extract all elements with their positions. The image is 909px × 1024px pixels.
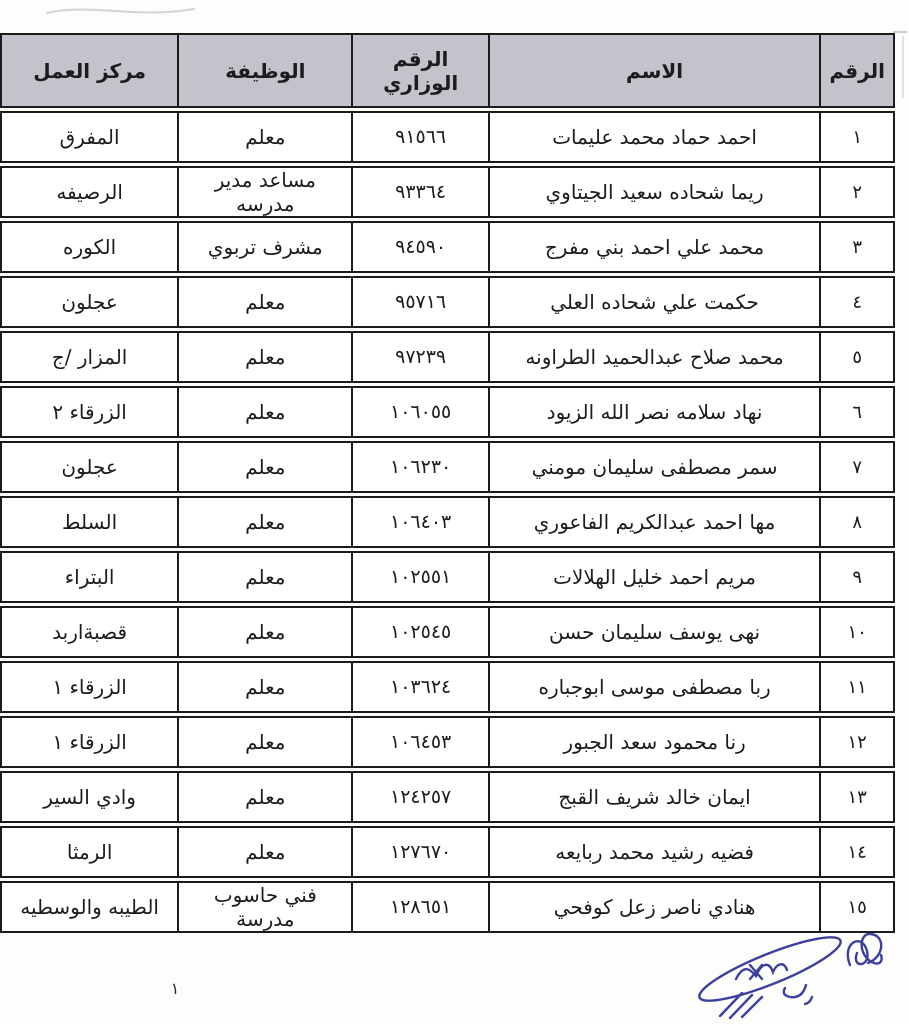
cell-ministry-number: ٩٥٧١٦: [353, 278, 489, 326]
scan-artifact-line: [42, 1, 202, 23]
cell-work-center: الزرقاء ١: [2, 718, 179, 766]
table-row: [0, 276, 895, 328]
scan-artifact-edge: [893, 31, 907, 33]
table-body: [0, 111, 895, 933]
cell-row-number: ١١: [847, 676, 867, 698]
cell-job: معلم: [179, 608, 353, 656]
page-number: ١: [170, 979, 180, 998]
cell-row-number: ١٠: [847, 621, 867, 643]
staff-table: [0, 33, 895, 936]
cell-ministry-number: ١٠٢٥٤٥: [353, 608, 489, 656]
cell-row-number: ٣: [852, 236, 862, 258]
cell-work-center: الرصيفه: [2, 168, 179, 216]
cell-ministry-number: ١٢٤٢٥٧: [353, 773, 489, 821]
cell-name: هنادي ناصر زعل كوفحي: [490, 883, 821, 931]
cell-name: نهى يوسف سليمان حسن: [490, 608, 821, 656]
cell-ministry-number: ٩١٥٦٦: [353, 113, 489, 161]
cell-row-number: ٩: [852, 566, 862, 588]
cell-name: ربا مصطفى موسى ابوجباره: [490, 663, 821, 711]
cell-row-number: ٨: [852, 511, 862, 533]
table-row: [0, 716, 895, 768]
cell-work-center: الطيبه والوسطيه: [2, 883, 179, 931]
cell-name: مها احمد عبدالكريم الفاعوري: [490, 498, 821, 546]
table-row: [0, 606, 895, 658]
cell-row-number: ٥: [852, 346, 862, 368]
header-job: الوظيفة: [179, 35, 353, 106]
cell-ministry-number: ١٠٦٤٠٣: [353, 498, 489, 546]
table-row: [0, 386, 895, 438]
cell-work-center: البتراء: [2, 553, 179, 601]
table-row: [0, 166, 895, 218]
cell-work-center: الرمثا: [2, 828, 179, 876]
cell-ministry-number: ٩٣٣٦٤: [353, 168, 489, 216]
cell-work-center: الزرقاء ١: [2, 663, 179, 711]
cell-job: معلم: [179, 718, 353, 766]
cell-job: معلم: [179, 333, 353, 381]
cell-work-center: المزار /ج: [2, 333, 179, 381]
header-name: الاسم: [490, 35, 821, 106]
cell-job: معلم: [179, 388, 353, 436]
cell-name: فضيه رشيد محمد ربايعه: [490, 828, 821, 876]
cell-work-center: المفرق: [2, 113, 179, 161]
cell-work-center: وادي السير: [2, 773, 179, 821]
cell-row-number: ٧: [852, 456, 862, 478]
cell-work-center: الزرقاء ٢: [2, 388, 179, 436]
cell-job: معلم: [179, 278, 353, 326]
cell-name: محمد علي احمد بني مفرج: [490, 223, 821, 271]
cell-row-number: ١٣: [847, 786, 867, 808]
header-row-number: الرقم: [829, 58, 885, 83]
cell-job: مشرف تربوي: [179, 223, 353, 271]
cell-job: معلم: [179, 498, 353, 546]
cell-name: سمر مصطفى سليمان مومني: [490, 443, 821, 491]
cell-ministry-number: ١٢٨٦٥١: [353, 883, 489, 931]
scan-artifact-edge: [902, 36, 904, 98]
cell-name: حكمت علي شحاده العلي: [490, 278, 821, 326]
cell-job: مساعد مدير مدرسه: [179, 168, 353, 216]
cell-row-number: ١٥: [847, 896, 867, 918]
cell-name: ريما شحاده سعيد الجيتاوي: [490, 168, 821, 216]
table-row: [0, 111, 895, 163]
table-row: [0, 331, 895, 383]
cell-ministry-number: ١٢٧٦٧٠: [353, 828, 489, 876]
cell-row-number: ١٤: [847, 841, 867, 863]
cell-ministry-number: ١٠٦٤٥٣: [353, 718, 489, 766]
cell-job: فني حاسوب مدرسة: [179, 883, 353, 931]
cell-row-number: ١: [852, 126, 862, 148]
cell-job: معلم: [179, 443, 353, 491]
cell-row-number: ٤: [852, 291, 862, 313]
cell-ministry-number: ١٠٦٠٥٥: [353, 388, 489, 436]
cell-work-center: السلط: [2, 498, 179, 546]
cell-job: معلم: [179, 773, 353, 821]
cell-job: معلم: [179, 113, 353, 161]
cell-job: معلم: [179, 663, 353, 711]
cell-name: نهاد سلامه نصر الله الزيود: [490, 388, 821, 436]
cell-job: معلم: [179, 553, 353, 601]
header-ministry-number: الرقم الوزاري: [353, 35, 489, 106]
table-row: [0, 551, 895, 603]
cell-ministry-number: ٩٤٥٩٠: [353, 223, 489, 271]
cell-name: محمد صلاح عبدالحميد الطراونه: [490, 333, 821, 381]
cell-job: معلم: [179, 828, 353, 876]
cell-ministry-number: ٩٧٢٣٩: [353, 333, 489, 381]
cell-name: ايمان خالد شريف القبج: [490, 773, 821, 821]
table-row: [0, 771, 895, 823]
signature-scribble: [678, 913, 903, 1023]
cell-ministry-number: ١٠٣٦٢٤: [353, 663, 489, 711]
cell-row-number: ٦: [852, 401, 862, 423]
cell-row-number: ٢: [852, 181, 862, 203]
cell-work-center: عجلون: [2, 443, 179, 491]
cell-ministry-number: ١٠٢٥٥١: [353, 553, 489, 601]
cell-name: مريم احمد خليل الهلالات: [490, 553, 821, 601]
cell-name: رنا محمود سعد الجبور: [490, 718, 821, 766]
table-row: [0, 441, 895, 493]
cell-name: احمد حماد محمد عليمات: [490, 113, 821, 161]
table-row: [0, 661, 895, 713]
table-row: [0, 496, 895, 548]
header-work-center: مركز العمل: [2, 35, 179, 106]
table-row: [0, 221, 895, 273]
table-row: [0, 826, 895, 878]
table-header-row: [0, 33, 895, 108]
cell-row-number: ١٢: [847, 731, 867, 753]
cell-ministry-number: ١٠٦٢٣٠: [353, 443, 489, 491]
cell-work-center: قصبةاربد: [2, 608, 179, 656]
cell-work-center: عجلون: [2, 278, 179, 326]
cell-work-center: الكوره: [2, 223, 179, 271]
